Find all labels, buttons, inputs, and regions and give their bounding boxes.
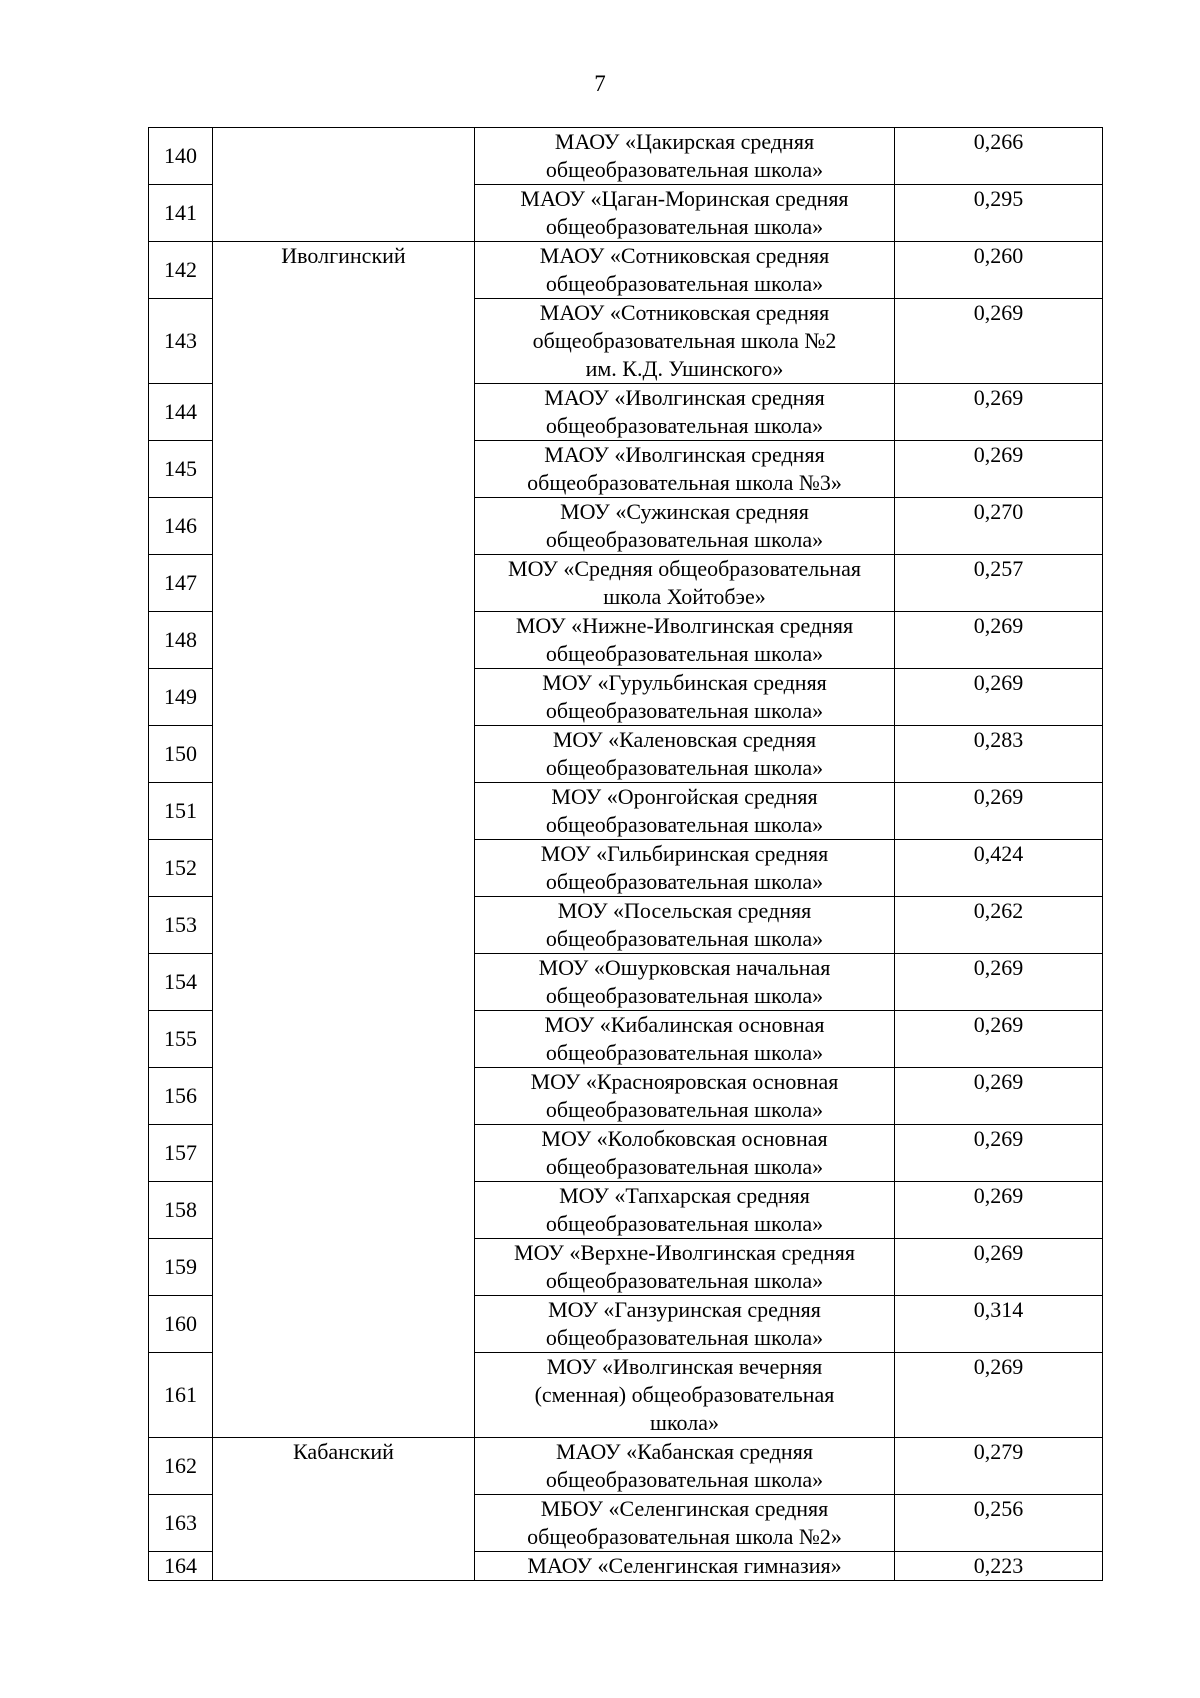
coefficient-value: 0,283 xyxy=(895,726,1103,783)
row-number: 160 xyxy=(149,1296,213,1353)
row-number: 148 xyxy=(149,612,213,669)
school-name: МОУ «Кибалинская основная общеобразовательная школа» xyxy=(475,1011,895,1068)
row-number: 161 xyxy=(149,1353,213,1438)
school-name: МАОУ «Сотниковская средняя общеобразовательная школа» xyxy=(475,242,895,299)
district-cell: Кабанский xyxy=(213,1438,475,1581)
school-name: МОУ «Гильбиринская средняя общеобразовательная школа» xyxy=(475,840,895,897)
school-name: МАОУ «Селенгинская гимназия» xyxy=(475,1552,895,1581)
school-name: МОУ «Тапхарская средняя общеобразовательная школа» xyxy=(475,1182,895,1239)
row-number: 149 xyxy=(149,669,213,726)
table-row xyxy=(149,128,1103,185)
district-cell: Иволгинский xyxy=(213,242,475,1438)
coefficient-value: 0,269 xyxy=(895,612,1103,669)
row-number: 143 xyxy=(149,299,213,384)
row-number: 152 xyxy=(149,840,213,897)
table-row xyxy=(149,242,1103,299)
coefficient-value: 0,269 xyxy=(895,1011,1103,1068)
row-number: 144 xyxy=(149,384,213,441)
coefficient-value: 0,262 xyxy=(895,897,1103,954)
coefficient-value: 0,269 xyxy=(895,441,1103,498)
row-number: 158 xyxy=(149,1182,213,1239)
school-name: МОУ «Ганзуринская средняя общеобразовательная школа» xyxy=(475,1296,895,1353)
coefficient-value: 0,314 xyxy=(895,1296,1103,1353)
row-number: 150 xyxy=(149,726,213,783)
school-name: МОУ «Каленовская средняя общеобразовательная школа» xyxy=(475,726,895,783)
row-number: 155 xyxy=(149,1011,213,1068)
school-name: МОУ «Оронгойская средняя общеобразовательная школа» xyxy=(475,783,895,840)
school-name: МОУ «Краснояровская основная общеобразовательная школа» xyxy=(475,1068,895,1125)
coefficient-value: 0,424 xyxy=(895,840,1103,897)
row-number: 140 xyxy=(149,128,213,185)
row-number: 157 xyxy=(149,1125,213,1182)
school-name: МАОУ «Иволгинская средняя общеобразовательная школа» xyxy=(475,384,895,441)
school-name: МАОУ «Цаган-Моринская средняя общеобразовательная школа» xyxy=(475,185,895,242)
school-name: МОУ «Ошурковская начальная общеобразовательная школа» xyxy=(475,954,895,1011)
coefficient-value: 0,260 xyxy=(895,242,1103,299)
row-number: 164 xyxy=(149,1552,213,1581)
coefficient-value: 0,295 xyxy=(895,185,1103,242)
coefficient-value: 0,269 xyxy=(895,669,1103,726)
coefficient-value: 0,269 xyxy=(895,384,1103,441)
school-name: МОУ «Средняя общеобразовательная школа Хойтобэе» xyxy=(475,555,895,612)
school-name: МОУ «Колобковская основная общеобразовательная школа» xyxy=(475,1125,895,1182)
coefficient-value: 0,266 xyxy=(895,128,1103,185)
row-number: 146 xyxy=(149,498,213,555)
row-number: 147 xyxy=(149,555,213,612)
coefficient-value: 0,257 xyxy=(895,555,1103,612)
district-cell xyxy=(213,128,475,242)
coefficient-value: 0,269 xyxy=(895,783,1103,840)
coefficient-value: 0,269 xyxy=(895,1182,1103,1239)
coefficient-value: 0,279 xyxy=(895,1438,1103,1495)
school-name: МОУ «Гурульбинская средняя общеобразовательная школа» xyxy=(475,669,895,726)
school-name: МБОУ «Селенгинская средняя общеобразовательная школа №2» xyxy=(475,1495,895,1552)
row-number: 153 xyxy=(149,897,213,954)
school-name: МОУ «Посельская средняя общеобразовательная школа» xyxy=(475,897,895,954)
coefficient-value: 0,269 xyxy=(895,1353,1103,1438)
row-number: 145 xyxy=(149,441,213,498)
school-name: МАОУ «Кабанская средняя общеобразовательная школа» xyxy=(475,1438,895,1495)
coefficient-value: 0,269 xyxy=(895,299,1103,384)
row-number: 154 xyxy=(149,954,213,1011)
coefficient-value: 0,270 xyxy=(895,498,1103,555)
table-row xyxy=(149,1438,1103,1495)
schools-table xyxy=(148,127,1103,1581)
row-number: 156 xyxy=(149,1068,213,1125)
coefficient-value: 0,223 xyxy=(895,1552,1103,1581)
row-number: 159 xyxy=(149,1239,213,1296)
row-number: 151 xyxy=(149,783,213,840)
school-name: МОУ «Иволгинская вечерняя (сменная) общеобразовательная школа» xyxy=(475,1353,895,1438)
row-number: 163 xyxy=(149,1495,213,1552)
coefficient-value: 0,256 xyxy=(895,1495,1103,1552)
row-number: 141 xyxy=(149,185,213,242)
coefficient-value: 0,269 xyxy=(895,1068,1103,1125)
school-name: МОУ «Нижне-Иволгинская средняя общеобразовательная школа» xyxy=(475,612,895,669)
page-number: 7 xyxy=(594,71,606,96)
coefficient-value: 0,269 xyxy=(895,954,1103,1011)
school-name: МАОУ «Сотниковская средняя общеобразовательная школа №2 им. К.Д. Ушинского» xyxy=(475,299,895,384)
row-number: 142 xyxy=(149,242,213,299)
school-name: МОУ «Верхне-Иволгинская средняя общеобразовательная школа» xyxy=(475,1239,895,1296)
school-name: МОУ «Сужинская средняя общеобразовательная школа» xyxy=(475,498,895,555)
school-name: МАОУ «Цакирская средняя общеобразовательная школа» xyxy=(475,128,895,185)
school-name: МАОУ «Иволгинская средняя общеобразовательная школа №3» xyxy=(475,441,895,498)
coefficient-value: 0,269 xyxy=(895,1125,1103,1182)
row-number: 162 xyxy=(149,1438,213,1495)
coefficient-value: 0,269 xyxy=(895,1239,1103,1296)
